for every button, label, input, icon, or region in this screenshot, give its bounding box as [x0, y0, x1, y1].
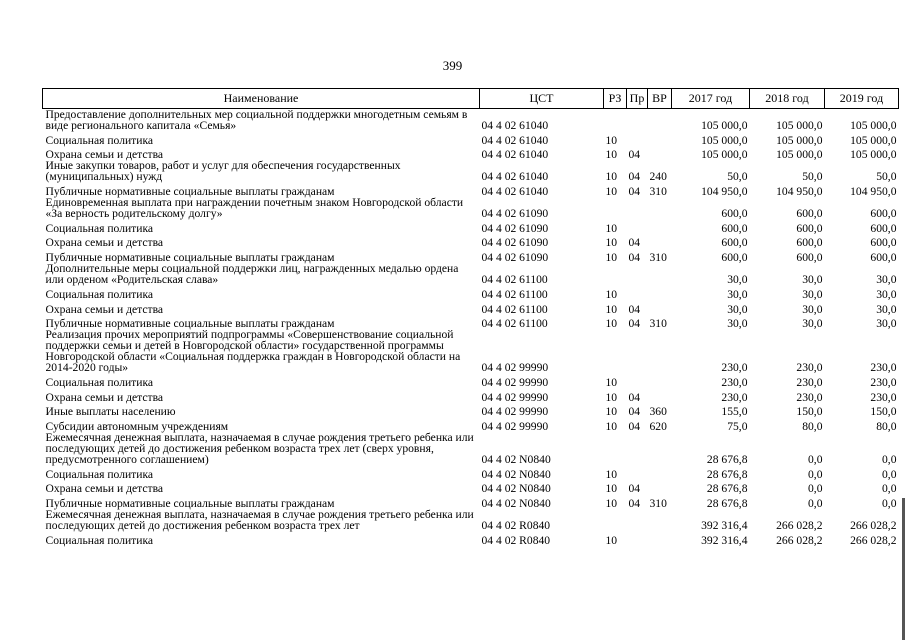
- cell-2017: 28 676,8: [706, 497, 748, 510]
- cell-2018: 0,0: [808, 467, 823, 481]
- header-2017: 2017 год: [672, 89, 750, 109]
- cell-2017: 230,0: [721, 390, 748, 404]
- cell-2019: 105 000,0: [850, 148, 897, 162]
- cell-2019: 230,0: [870, 361, 897, 375]
- cell-2019: 104 950,0: [850, 185, 897, 199]
- cell-cst: 04 4 02 61040: [481, 185, 549, 199]
- table-row: [43, 160, 899, 182]
- cell-2017: 600,0: [721, 236, 748, 250]
- cell-vr: [648, 300, 672, 315]
- table-row: [43, 197, 899, 219]
- cell-name: Социальная политика: [45, 375, 154, 389]
- cell-vr: [648, 234, 672, 249]
- cell-cst: 04 4 02 61100: [481, 302, 548, 316]
- cell-vr: [648, 329, 672, 373]
- cell-2018: 600,0: [796, 221, 823, 235]
- cell-2017: 105 000,0: [701, 133, 748, 147]
- table-row: [43, 480, 899, 495]
- cell-cst: 04 4 02 R0840: [481, 519, 551, 532]
- cell-pr: [627, 465, 648, 480]
- cell-2017: 155,0: [721, 405, 748, 419]
- cell-2018: 600,0: [796, 236, 823, 250]
- cell-vr: [648, 197, 672, 219]
- cell-pr: [627, 432, 648, 465]
- page-number: 399: [442, 58, 463, 73]
- cell-rz: 10: [605, 405, 618, 419]
- cell-2018: 105 000,0: [776, 119, 823, 132]
- cell-name: Социальная политика: [45, 287, 154, 301]
- cell-2017: 104 950,0: [701, 185, 748, 199]
- table-row: [43, 285, 899, 300]
- cell-name: Ежемесячная денежная выплата, назначаемая в случае рождения третьего ребенка или последующих детей до достижения ребенком возраста трех лет: [45, 508, 474, 532]
- cell-vr: [648, 219, 672, 234]
- cell-cst: 04 4 02 61090: [481, 236, 549, 250]
- cell-cst: 04 4 02 61090: [481, 251, 549, 265]
- cell-cst: 04 4 02 61100: [481, 273, 548, 287]
- cell-2018: 600,0: [796, 207, 823, 221]
- header-cst: ЦСТ: [480, 89, 604, 109]
- cell-rz: 10: [605, 236, 618, 250]
- cell-2019: 105 000,0: [850, 133, 897, 147]
- cell-2017: 30,0: [727, 317, 748, 331]
- cell-pr: 04: [628, 251, 641, 265]
- cell-2019: 0,0: [882, 467, 897, 481]
- cell-cst: 04 4 02 N0840: [481, 497, 551, 510]
- cell-name: Единовременная выплата при награждении почетным знаком Новгородской области «За верность родительскому долгу»: [45, 196, 464, 221]
- cell-name: Социальная политика: [45, 533, 154, 547]
- cell-name: Субсидии автономным учреждениям: [45, 419, 229, 433]
- cell-name: Иные выплаты населению: [45, 405, 176, 419]
- cell-2019: 30,0: [876, 302, 897, 316]
- table-row: [43, 329, 899, 373]
- cell-2019: 600,0: [870, 236, 897, 250]
- cell-rz: 10: [605, 251, 618, 265]
- cell-2018: 0,0: [808, 452, 823, 466]
- cell-cst: 04 4 02 61040: [481, 133, 549, 147]
- cell-rz: 10: [605, 133, 618, 147]
- cell-2018: 230,0: [796, 390, 823, 404]
- cell-name: Охрана семьи и детства: [45, 302, 164, 316]
- cell-2018: 266 028,2: [776, 519, 823, 532]
- cell-rz: 10: [605, 467, 618, 481]
- cell-cst: 04 4 02 61090: [481, 221, 549, 235]
- cell-2017: 30,0: [727, 287, 748, 301]
- table-row: [43, 234, 899, 249]
- cell-name: Публичные нормативные социальные выплаты гражданам: [45, 251, 335, 265]
- cell-pr: 04: [628, 390, 641, 404]
- cell-cst: 04 4 02 99990: [481, 419, 549, 433]
- cell-2019: 30,0: [876, 317, 897, 331]
- cell-2018: 105 000,0: [776, 148, 823, 162]
- header-2018: 2018 год: [750, 89, 825, 109]
- cell-2018: 80,0: [802, 419, 823, 433]
- cell-2017: 600,0: [721, 251, 748, 265]
- cell-2018: 150,0: [796, 405, 823, 419]
- cell-2019: 150,0: [870, 405, 897, 419]
- cell-pr: [627, 109, 648, 132]
- cell-2017: 105 000,0: [701, 148, 748, 162]
- cell-vr: [648, 285, 672, 300]
- cell-2017: 392 316,4: [701, 519, 748, 532]
- header-vr: ВР: [648, 89, 672, 109]
- cell-2017: 28 676,8: [706, 467, 748, 481]
- cell-name: Ежемесячная денежная выплата, назначаемая в случае рождения третьего ребенка или последующих детей до достижения ребенком возраста трех лет (сверх уровня, предусмотренного соглашением): [45, 430, 474, 466]
- cell-rz: 10: [605, 482, 618, 496]
- cell-2019: 600,0: [870, 207, 897, 221]
- cell-rz: 10: [605, 533, 618, 547]
- cell-vr: [648, 480, 672, 495]
- header-rz: РЗ: [604, 89, 627, 109]
- cell-pr: 04: [628, 405, 641, 419]
- cell-2017: 230,0: [721, 375, 748, 389]
- cell-name: Охрана семьи и детства: [45, 148, 164, 162]
- cell-2019: 600,0: [870, 251, 897, 265]
- cell-name: Дополнительные меры социальной поддержки лиц, награжденных медалью ордена или орденом «Родительская слава»: [45, 262, 459, 287]
- cell-vr: 310: [649, 185, 667, 199]
- cell-rz: 10: [605, 302, 618, 316]
- cell-vr: 620: [649, 419, 667, 433]
- budget-table: [42, 88, 899, 546]
- cell-vr: [648, 146, 672, 161]
- cell-2018: 30,0: [802, 273, 823, 287]
- cell-2019: 105 000,0: [850, 119, 897, 132]
- table-row: [43, 131, 899, 146]
- cell-2017: 75,0: [727, 419, 748, 433]
- cell-vr: [648, 373, 672, 388]
- cell-2019: 600,0: [870, 221, 897, 235]
- table-row: [43, 263, 899, 285]
- cell-name: Иные закупки товаров, работ и услуг для обеспечения государственных (муниципальных) нужд: [45, 159, 401, 184]
- cell-cst: 04 4 02 N0840: [481, 452, 551, 466]
- cell-rz: 10: [605, 185, 618, 199]
- cell-2017: 30,0: [727, 302, 748, 316]
- cell-2019: 30,0: [876, 273, 897, 287]
- cell-2018: 30,0: [802, 317, 823, 331]
- cell-vr: [648, 388, 672, 403]
- cell-name: Публичные нормативные социальные выплаты гражданам: [45, 185, 335, 199]
- cell-vr: [648, 263, 672, 285]
- cell-pr: [627, 509, 648, 531]
- cell-rz: [604, 509, 627, 531]
- header-2019: 2019 год: [825, 89, 899, 109]
- cell-2017: 392 316,4: [701, 533, 748, 547]
- cell-rz: 10: [605, 287, 618, 301]
- cell-2019: 266 028,2: [850, 519, 897, 532]
- table-row: [43, 109, 899, 132]
- cell-2017: 28 676,8: [706, 482, 748, 496]
- cell-2018: 30,0: [802, 287, 823, 301]
- table-row: [43, 300, 899, 315]
- cell-cst: 04 4 02 N0840: [481, 482, 551, 496]
- cell-2019: 266 028,2: [850, 533, 897, 547]
- table-row: [43, 509, 899, 531]
- cell-2017: 30,0: [727, 273, 748, 287]
- cell-vr: [648, 531, 672, 546]
- cell-vr: 310: [649, 251, 667, 265]
- cell-pr: 04: [628, 419, 641, 433]
- cell-pr: 04: [628, 317, 641, 331]
- cell-pr: [627, 197, 648, 219]
- cell-rz: [604, 329, 627, 373]
- header-row: [43, 89, 899, 109]
- cell-cst: 04 4 02 61040: [481, 119, 549, 132]
- cell-2019: 230,0: [870, 375, 897, 389]
- cell-2018: 0,0: [808, 482, 823, 496]
- cell-rz: 10: [605, 317, 618, 331]
- cell-cst: 04 4 02 N0840: [481, 467, 551, 481]
- cell-cst: 04 4 02 61040: [481, 170, 549, 184]
- cell-cst: 04 4 02 61100: [481, 317, 548, 331]
- cell-rz: 10: [605, 221, 618, 235]
- cell-pr: 04: [628, 170, 641, 184]
- cell-pr: [627, 531, 648, 546]
- table-row: [43, 388, 899, 403]
- cell-2018: 230,0: [796, 375, 823, 389]
- cell-2019: 0,0: [882, 497, 897, 510]
- cell-2019: 50,0: [876, 170, 897, 184]
- cell-pr: [627, 285, 648, 300]
- cell-2018: 600,0: [796, 251, 823, 265]
- cell-pr: [627, 131, 648, 146]
- cell-cst: 04 4 02 61090: [481, 207, 549, 221]
- cell-rz: [604, 432, 627, 465]
- cell-2018: 50,0: [802, 170, 823, 184]
- table-row: [43, 494, 899, 509]
- cell-cst: 04 4 02 99990: [481, 375, 549, 389]
- table-row: [43, 248, 899, 263]
- cell-pr: [627, 219, 648, 234]
- cell-pr: [627, 329, 648, 373]
- cell-name: Охрана семьи и детства: [45, 482, 164, 496]
- cell-pr: [627, 373, 648, 388]
- cell-2019: 230,0: [870, 390, 897, 404]
- cell-vr: [648, 465, 672, 480]
- cell-vr: 310: [649, 497, 667, 510]
- cell-name: Охрана семьи и детства: [45, 390, 164, 404]
- cell-2018: 104 950,0: [776, 185, 823, 199]
- cell-name: Публичные нормативные социальные выплаты гражданам: [45, 497, 335, 510]
- cell-2018: 105 000,0: [776, 133, 823, 147]
- cell-vr: 360: [649, 405, 667, 419]
- table-row: [43, 403, 899, 418]
- cell-2019: 30,0: [876, 287, 897, 301]
- cell-name: Реализация прочих мероприятий подпрограммы «Совершенствование социальной поддержки семьи и детей в Новгородской области» государственной программы Новгородской области «Социальная поддержка граждан в Новгородской области на 2014-2020 годы»: [45, 328, 461, 375]
- table-row: [43, 182, 899, 197]
- cell-2018: 230,0: [796, 361, 823, 375]
- cell-rz: 10: [605, 148, 618, 162]
- cell-name: Социальная политика: [45, 221, 154, 235]
- table-row: [43, 417, 899, 432]
- cell-2018: 266 028,2: [776, 533, 823, 547]
- cell-2017: 230,0: [721, 361, 748, 375]
- cell-2017: 600,0: [721, 221, 748, 235]
- cell-2018: 0,0: [808, 497, 823, 510]
- cell-rz: 10: [605, 390, 618, 404]
- cell-name: Охрана семьи и детства: [45, 236, 164, 250]
- cell-cst: 04 4 02 R0840: [481, 533, 551, 547]
- cell-cst: 04 4 02 99990: [481, 405, 549, 419]
- cell-2019: 0,0: [882, 482, 897, 496]
- cell-vr: [648, 432, 672, 465]
- cell-pr: 04: [628, 302, 641, 316]
- cell-cst: 04 4 02 99990: [481, 390, 549, 404]
- cell-pr: [627, 263, 648, 285]
- cell-name: Предоставление дополнительных мер социальной поддержки многодетным семьям в виде регионального капитала «Семья»: [45, 108, 468, 132]
- table-row: [43, 465, 899, 480]
- cell-rz: 10: [605, 170, 618, 184]
- cell-2017: 105 000,0: [701, 119, 748, 132]
- cell-2019: 80,0: [876, 419, 897, 433]
- table-row: [43, 146, 899, 161]
- cell-cst: 04 4 02 61100: [481, 287, 548, 301]
- cell-vr: [648, 509, 672, 531]
- cell-cst: 04 4 02 99990: [481, 361, 549, 375]
- header-name: Наименование: [43, 89, 480, 109]
- cell-2018: 30,0: [802, 302, 823, 316]
- header-pr: Пр: [627, 89, 648, 109]
- table-row: [43, 373, 899, 388]
- cell-vr: 240: [649, 170, 667, 184]
- cell-rz: [604, 197, 627, 219]
- table-row: [43, 219, 899, 234]
- cell-pr: 04: [628, 148, 641, 162]
- table-row: [43, 315, 899, 330]
- cell-2019: 0,0: [882, 452, 897, 466]
- cell-name: Социальная политика: [45, 467, 154, 481]
- cell-pr: 04: [628, 497, 641, 510]
- cell-pr: 04: [628, 236, 641, 250]
- cell-cst: 04 4 02 61040: [481, 148, 549, 162]
- cell-name: Социальная политика: [45, 133, 154, 147]
- cell-2017: 28 676,8: [706, 452, 748, 466]
- table-row: [43, 432, 899, 465]
- cell-vr: 310: [649, 317, 667, 331]
- cell-rz: [604, 109, 627, 132]
- cell-vr: [648, 131, 672, 146]
- cell-2017: 600,0: [721, 207, 748, 221]
- cell-rz: 10: [605, 419, 618, 433]
- cell-rz: [604, 263, 627, 285]
- cell-vr: [648, 109, 672, 132]
- cell-pr: 04: [628, 482, 641, 496]
- cell-pr: 04: [628, 185, 641, 199]
- table-row: [43, 531, 899, 546]
- cell-rz: 10: [605, 497, 618, 510]
- cell-rz: 10: [605, 375, 618, 389]
- cell-name: Публичные нормативные социальные выплаты гражданам: [45, 317, 335, 331]
- cell-2017: 50,0: [727, 170, 748, 184]
